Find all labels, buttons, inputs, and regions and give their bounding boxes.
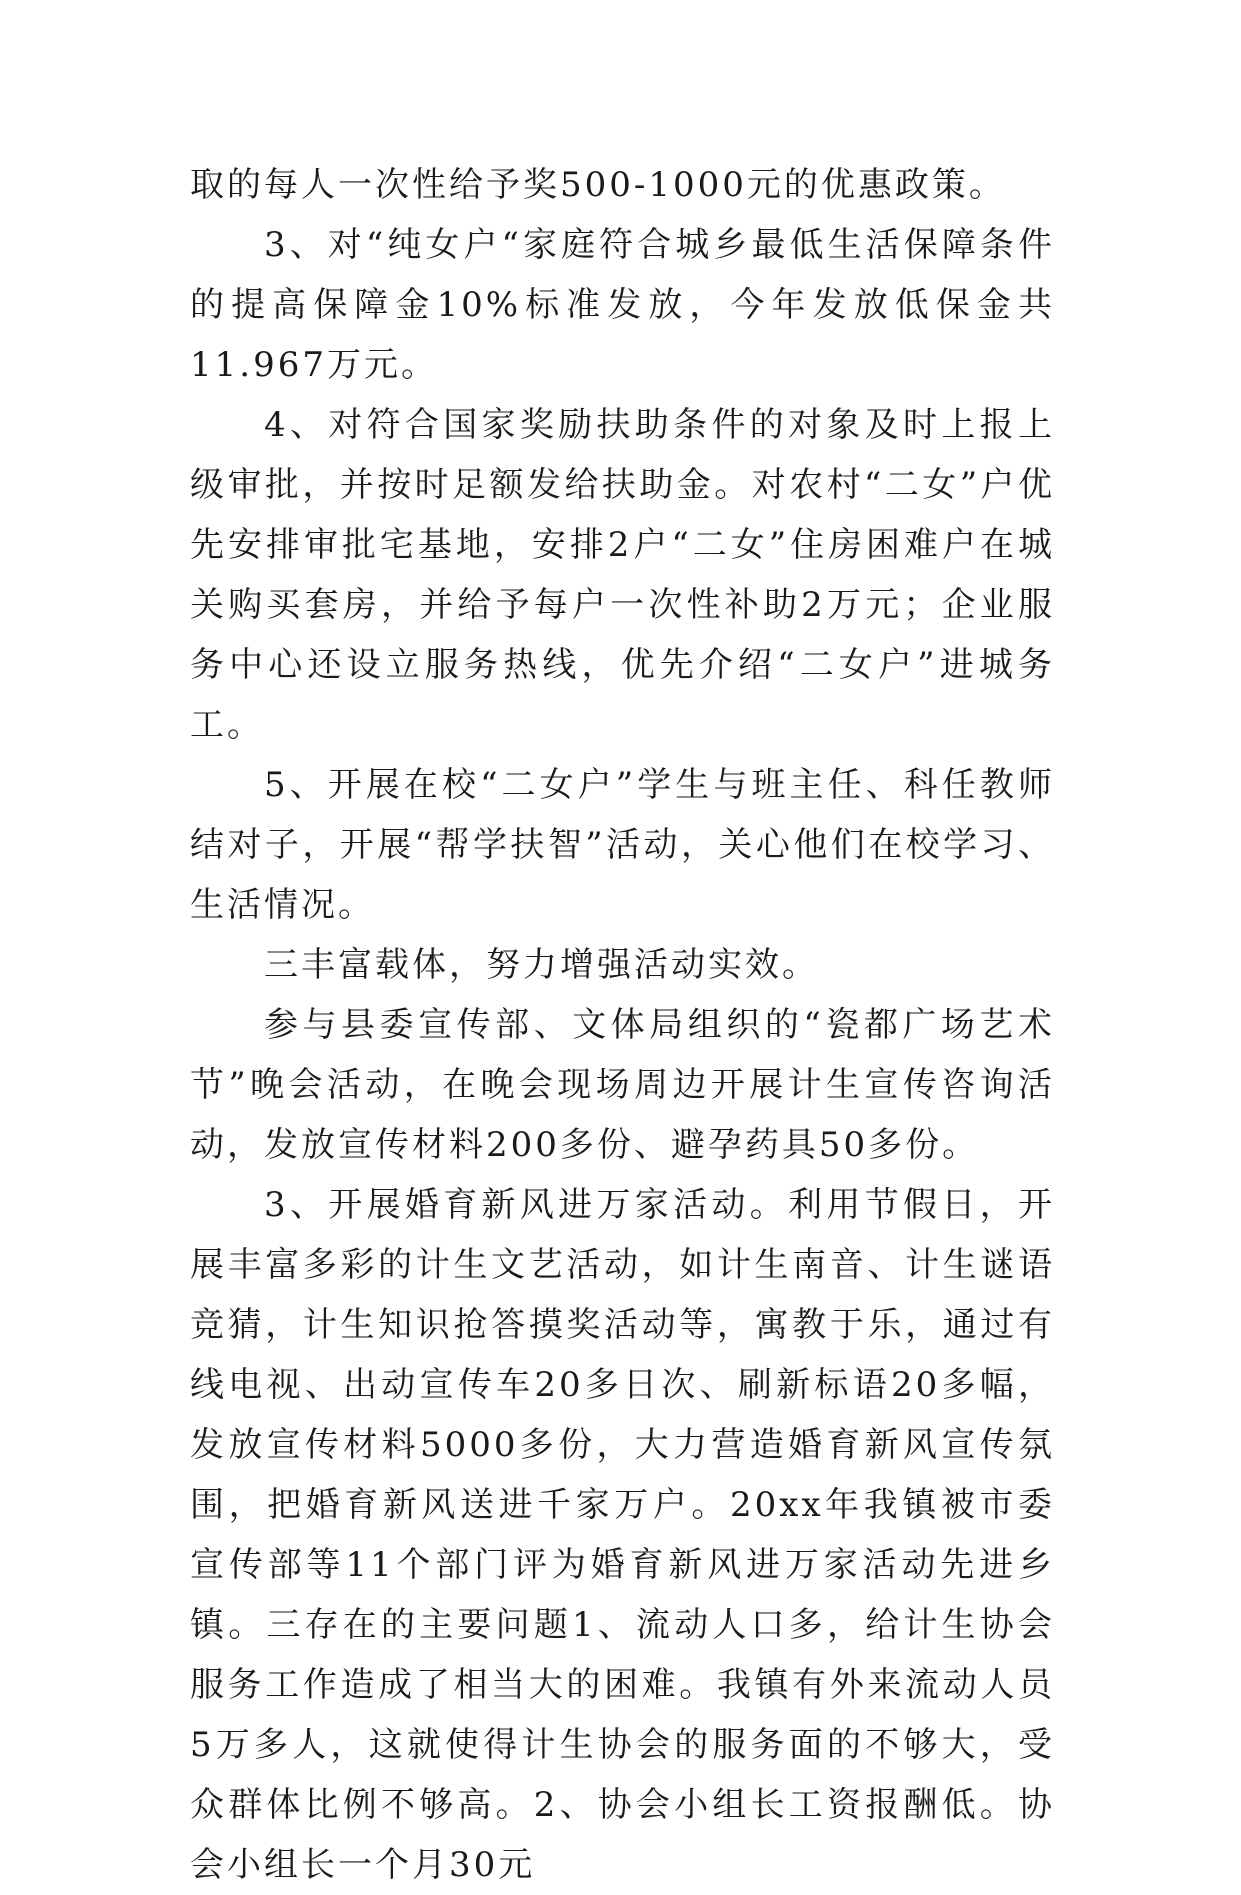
paragraph: 3、开展婚育新风进万家活动。利用节假日，开展丰富多彩的计生文艺活动，如计生南音、计生谜语竞猜，计生知识抢答摸奖活动等，寓教于乐，通过有线电视、出动宣传车20多日次、刷新标语20多幅，发放宣传材料5000多份，大力营造婚育新风宣传氛围，把婚育新风送进千家万户。20xx年我镇被市委宣传部等11个部门评为婚育新风进万家活动先进乡镇。三存在的主要问题1、流动人口多，给计生协会服务工作造成了相当大的困难。我镇有外来流动人员5万多人，这就使得计生协会的服务面的不够大，受众群体比例不够高。2、协会小组长工资报酬低。协会小组长一个月30元 <box>190 1185 1055 1885</box>
paragraph: 3、对“纯女户“家庭符合城乡最低生活保障条件的提高保障金10%标准发放，今年发放低保金共11.967万元。 <box>190 225 1055 385</box>
paragraph: 取的每人一次性给予奖500-1000元的优惠政策。 <box>190 165 1006 205</box>
paragraph: 5、开展在校“二女户”学生与班主任、科任教师结对子，开展“帮学扶智”活动，关心他们在校学习、生活情况。 <box>190 765 1055 925</box>
paragraph: 4、对符合国家奖励扶助条件的对象及时上报上级审批，并按时足额发给扶助金。对农村“二女”户优先安排审批宅基地，安排2户“二女”住房困难户在城关购买套房，并给予每户一次性补助2万元；企业服务中心还设立服务热线，优先介绍“二女户”进城务工。 <box>190 405 1055 745</box>
document-body <box>190 155 1055 1895</box>
paragraph: 三丰富载体，努力增强活动实效。 <box>264 945 819 985</box>
paragraph: 参与县委宣传部、文体局组织的“瓷都广场艺术节”晚会活动，在晚会现场周边开展计生宣传咨询活动，发放宣传材料200多份、避孕药具50多份。 <box>190 1005 1055 1165</box>
